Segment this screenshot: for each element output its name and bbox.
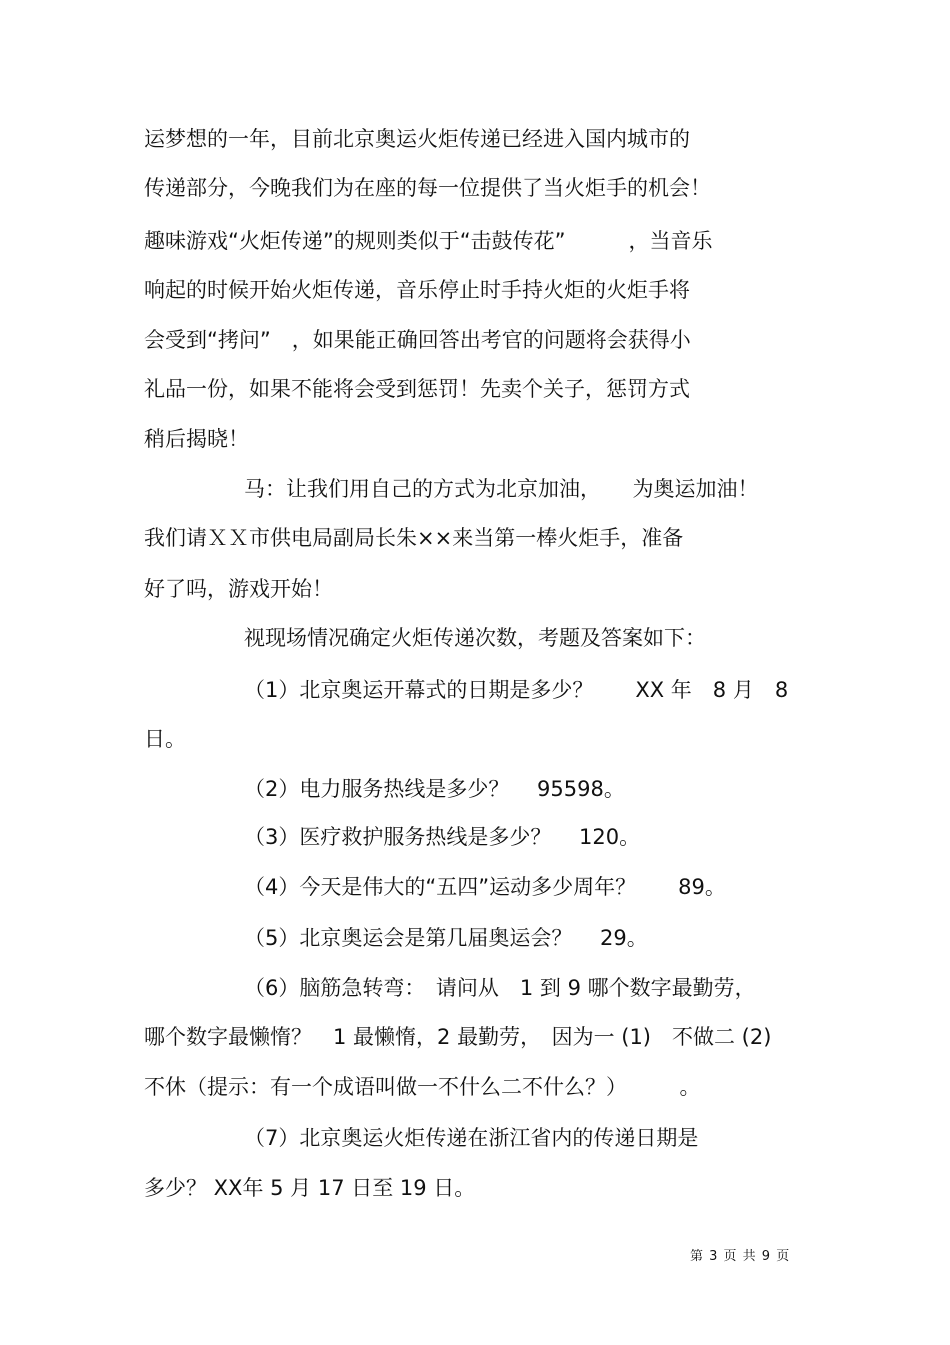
- text-line: 哪个数字最懒惰？ 1 最懒惰，2 最勤劳， 因为一 (1) 不做二 (2): [144, 1025, 772, 1049]
- text-line: 响起的时候开始火炬传递，音乐停止时手持火炬的火炬手将: [144, 278, 690, 302]
- question-6: （6）脑筋急转弯： 请问从 1 到 9 哪个数字最勤劳，: [244, 976, 756, 1000]
- text-line: 不休（提示：有一个成语叫做一不什么二不什么？） 。: [144, 1075, 701, 1099]
- text-line: 趣味游戏“火炬传递”的规则类似于“击鼓传花” ，当音乐: [144, 229, 713, 253]
- text-line: 会受到“拷问” ，如果能正确回答出考官的问题将会获得小: [144, 328, 691, 352]
- question-5: （5）北京奥运会是第几届奥运会？ 29。: [244, 926, 648, 950]
- question-7: （7）北京奥运火炬传递在浙江省内的传递日期是: [244, 1126, 699, 1150]
- text-line: 日。: [144, 727, 186, 751]
- text-line: 稍后揭晓！: [144, 427, 249, 451]
- text-line: 我们请ＸＸ市供电局副局长朱××来当第一棒火炬手，准备: [144, 526, 684, 550]
- text-line: 多少？ XX年 5 月 17 日至 19 日。: [144, 1176, 476, 1200]
- text-line: 好了吗，游戏开始！: [144, 577, 333, 601]
- question-4: （4）今天是伟大的“五四”运动多少周年？ 89。: [244, 875, 726, 899]
- question-3: （3）医疗救护服务热线是多少？ 120。: [244, 825, 641, 849]
- text-line: 运梦想的一年，目前北京奥运火炬传递已经进入国内城市的: [144, 127, 690, 151]
- text-line: 马：让我们用自己的方式为北京加油， 为奥运加油！: [244, 477, 759, 501]
- text-line: 传递部分，今晚我们为在座的每一位提供了当火炬手的机会！: [144, 176, 711, 200]
- question-1: （1）北京奥运开幕式的日期是多少？ XX 年 8 月 8: [244, 678, 789, 702]
- text-line: 视现场情况确定火炬传递次数，考题及答案如下：: [244, 626, 706, 650]
- question-2: （2）电力服务热线是多少？ 95598。: [244, 777, 625, 801]
- text-line: 礼品一份，如果不能将会受到惩罚！先卖个关子，惩罚方式: [144, 377, 690, 401]
- page-number: 第 3 页 共 9 页: [690, 1249, 791, 1264]
